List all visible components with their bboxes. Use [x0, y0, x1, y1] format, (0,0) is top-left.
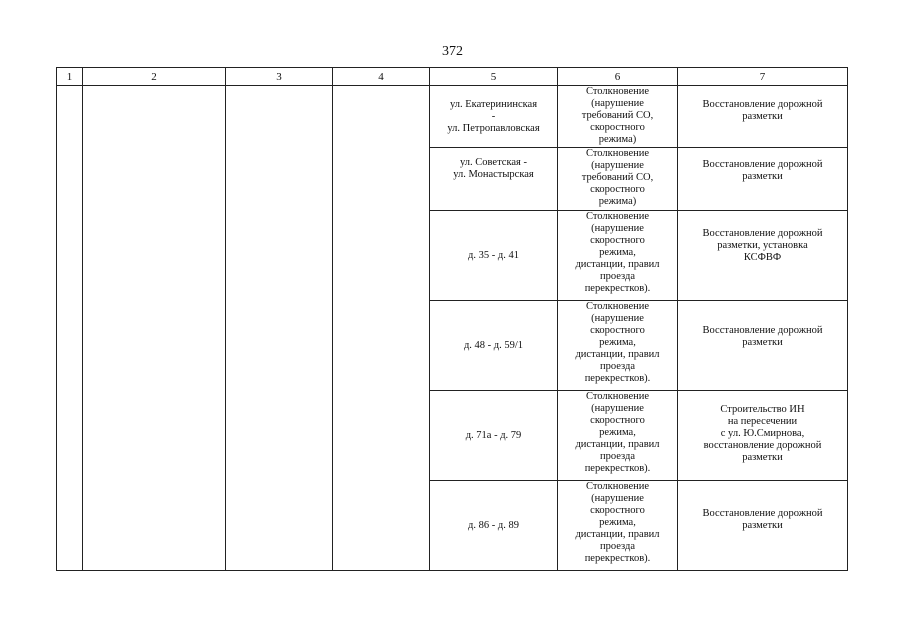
empty-cell-col-2	[83, 86, 226, 571]
location-cell	[430, 301, 558, 391]
location-cell	[430, 391, 558, 481]
incident-cell	[558, 481, 678, 571]
measure-text: Восстановление дорожной разметки	[702, 159, 823, 182]
empty-cell-col-1	[57, 86, 83, 571]
measure-cell	[678, 86, 848, 148]
location-cell	[430, 211, 558, 301]
measure-cell	[678, 211, 848, 301]
location-text: д. 48 - д. 59/1	[463, 339, 524, 351]
location-text: д. 86 - д. 89	[468, 519, 519, 531]
column-header-1: 1	[57, 68, 83, 86]
measure-text: Восстановление дорожной разметки	[702, 324, 823, 348]
empty-cell-col-3	[226, 86, 333, 571]
measure-cell	[678, 301, 848, 391]
incident-cell	[558, 301, 678, 391]
location-cell	[430, 148, 558, 211]
column-header-6: 6	[558, 68, 678, 86]
column-header-7: 7	[678, 68, 848, 86]
incident-text: Столкновение (нарушение скоростного режима, дистанции, правил проезда перекрестков).	[575, 301, 660, 384]
measure-cell	[678, 481, 848, 571]
column-header-5: 5	[430, 68, 558, 86]
measure-text: Восстановление дорожной разметки	[702, 507, 823, 531]
incident-text: Столкновение (нарушение требований СО, скоростного режима)	[581, 148, 654, 207]
data-table	[56, 67, 848, 571]
incident-text: Столкновение (нарушение скоростного режима, дистанции, правил проезда перекрестков).	[575, 211, 660, 294]
column-header-2: 2	[83, 68, 226, 86]
location-cell	[430, 481, 558, 571]
incident-text: Столкновение (нарушение скоростного режима, дистанции, правил проезда перекрестков).	[575, 481, 660, 564]
incident-cell	[558, 148, 678, 211]
location-text: ул. Советская - ул. Монастырская	[453, 157, 534, 180]
table-row	[57, 86, 848, 148]
location-text: д. 71а - д. 79	[465, 429, 522, 441]
empty-cell-col-4	[333, 86, 430, 571]
incident-text: Столкновение (нарушение требований СО, скоростного режима)	[581, 86, 654, 145]
incident-cell	[558, 86, 678, 148]
incident-cell	[558, 391, 678, 481]
column-header-4: 4	[333, 68, 430, 86]
measure-cell	[678, 148, 848, 211]
measure-cell	[678, 391, 848, 481]
location-text: д. 35 - д. 41	[468, 249, 519, 261]
measure-text: Восстановление дорожной разметки	[702, 98, 823, 122]
location-text: ул. Екатерининская - ул. Петропавловская	[447, 98, 540, 134]
column-header-3: 3	[226, 68, 333, 86]
measure-text: Строительство ИН на пересечении с ул. Ю.Смирнова, восстановление дорожной разметки	[703, 403, 822, 463]
incident-cell	[558, 211, 678, 301]
header-row	[57, 68, 848, 86]
measure-text: Восстановление дорожной разметки, установка КСФВФ	[702, 227, 823, 263]
location-cell	[430, 86, 558, 148]
incident-text: Столкновение (нарушение скоростного режима, дистанции, правил проезда перекрестков).	[575, 391, 660, 474]
page-number: 372	[442, 44, 463, 59]
